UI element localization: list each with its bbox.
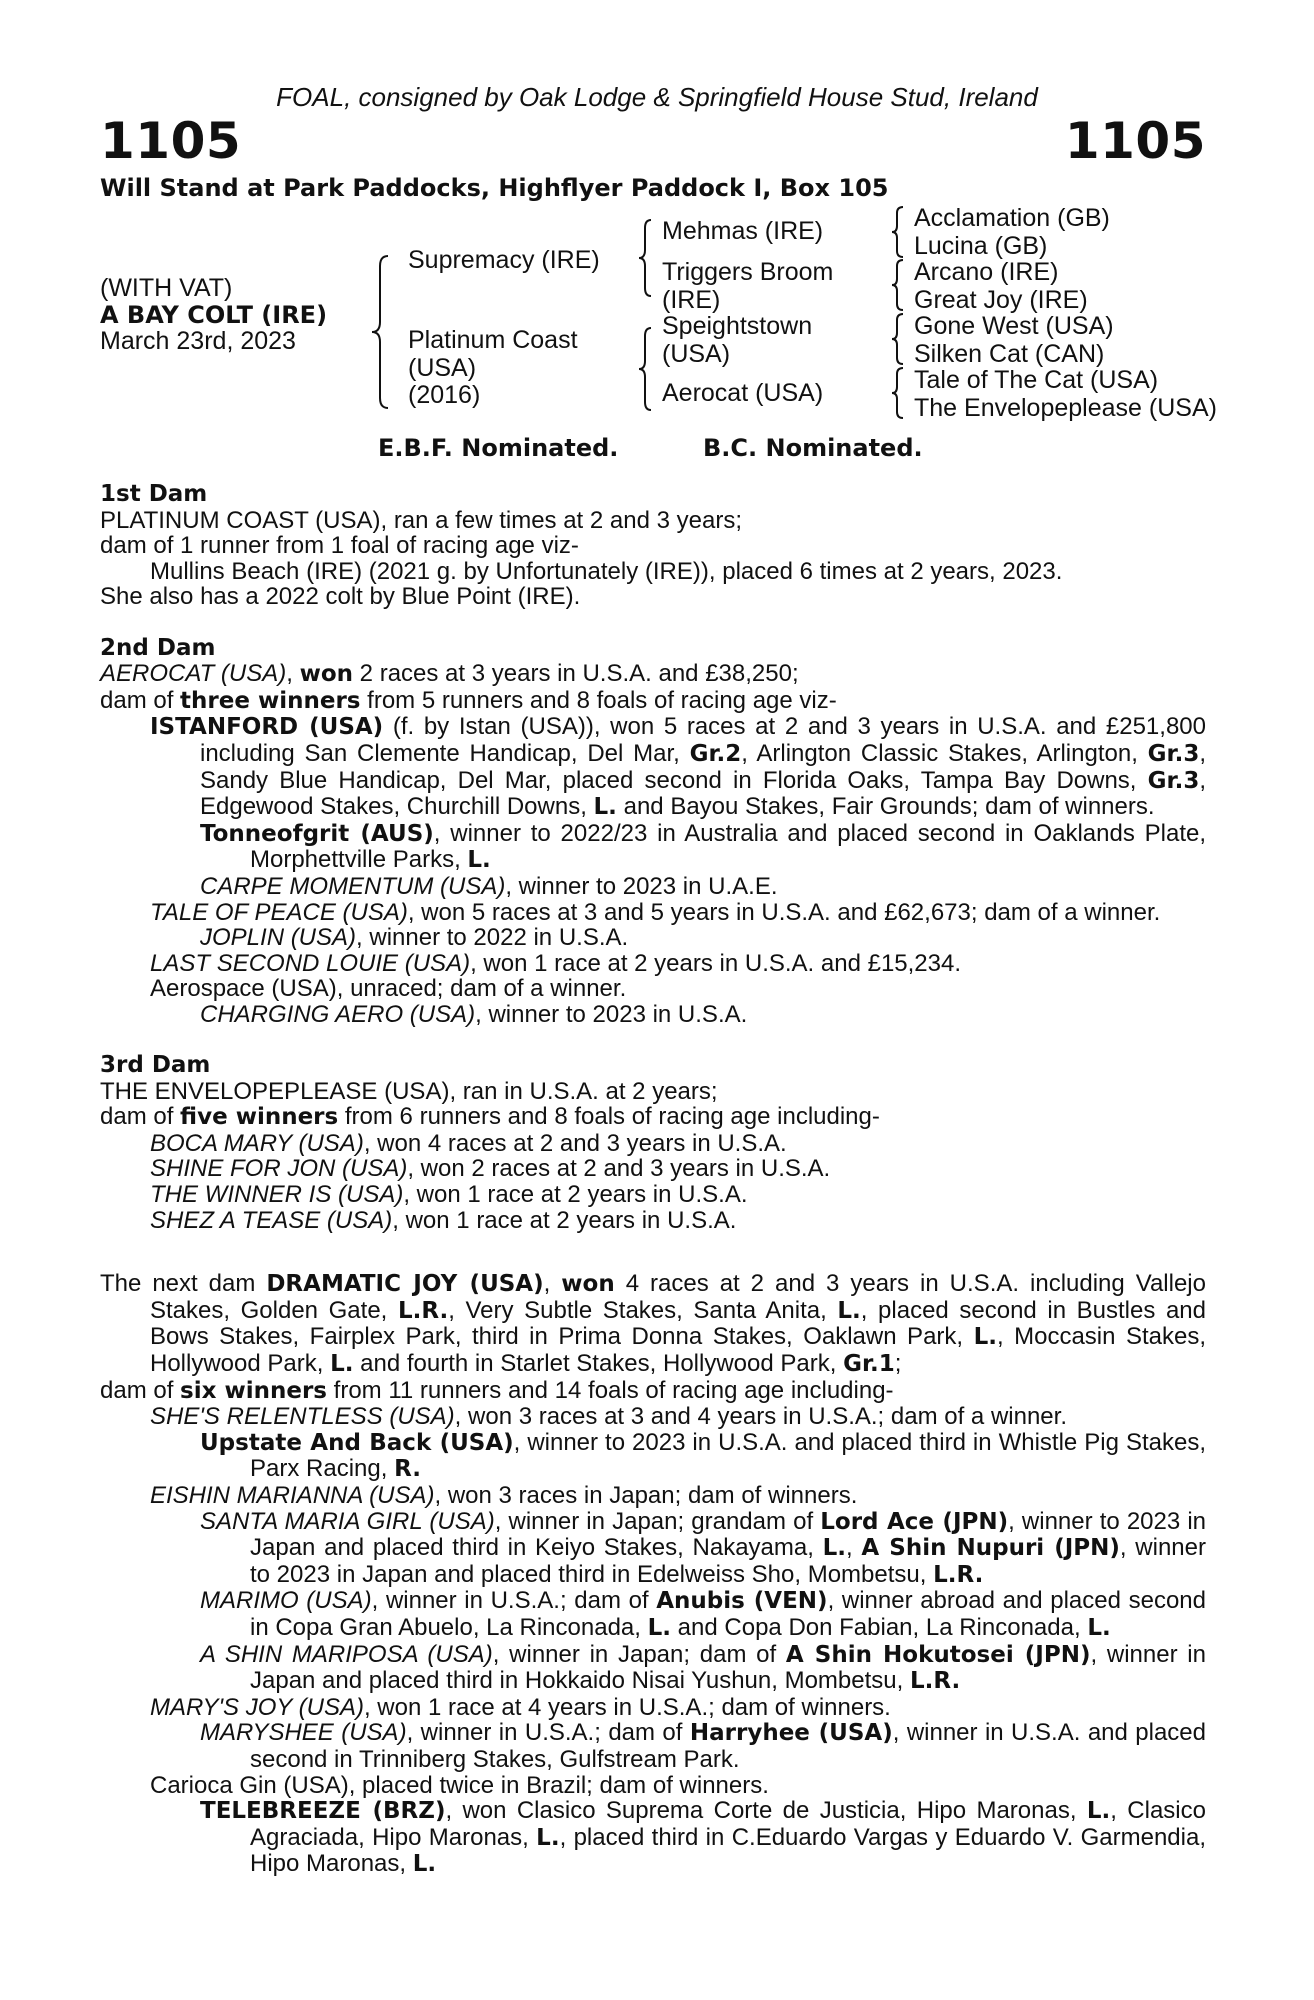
dam-line: dam of six winners from 11 runners and 14 foals of racing age including- xyxy=(100,1376,894,1404)
brace-dam xyxy=(636,326,654,412)
g-great-joy: Great Joy (IRE) xyxy=(914,286,1088,314)
dam-line: dam of 1 runner from 1 foal of racing age viz- xyxy=(100,532,579,560)
g-the-envelopeplease: The Envelopeplease (USA) xyxy=(914,394,1217,422)
g-tale-of-the-cat: Tale of The Cat (USA) xyxy=(914,366,1159,394)
vat-note: (WITH VAT) xyxy=(100,274,233,302)
progeny-entry: Carioca Gin (USA), placed twice in Brazil; dam of winners. xyxy=(150,1771,769,1799)
progeny-entry: JOPLIN (USA), winner to 2022 in U.S.A. xyxy=(200,924,629,952)
lot-number-left: 1105 xyxy=(100,112,242,170)
sire: Supremacy (IRE) xyxy=(408,246,600,274)
section-heading: 3rd Dam xyxy=(100,1052,211,1079)
first-dam-section xyxy=(100,482,1206,610)
sire-dam-line-2: (IRE) xyxy=(662,286,721,314)
progeny-entry: MARY'S JOY (USA), won 1 race at 4 years in U.S.A.; dam of winners. xyxy=(150,1693,891,1721)
second-dam-section xyxy=(100,636,1206,1028)
brace-sire xyxy=(636,218,654,298)
progeny-entry: TELEBREEZE (BRZ), won Clasico Suprema Corte de Justicia, Hipo Maronas, L., Clasico Agraciada, Hipo Maronas, L., placed third in C.Eduardo Vargas y Eduardo V. Garmendia, Hipo Maronas, L. xyxy=(200,1797,1206,1878)
progeny-entry: ISTANFORD (USA) (f. by Istan (USA)), won 5 races at 2 and 3 years in U.S.A. and £251,800 including San Clemente Handicap, Del Mar, Gr.2, Arlington Classic Stakes, Arlington, Gr.3, Sandy Blue Handicap, Del Mar, placed second in Florida Oaks, Tampa Bay Downs, Gr.3, Edgewood Stakes, Churchill Downs, L. and Bayou Stakes, Fair Grounds; dam of winners. xyxy=(150,713,1206,821)
progeny-entry: MARYSHEE (USA), winner in U.S.A.; dam of Harryhee (USA), winner in U.S.A. and placed second in Trinniberg Stakes, Gulfstream Park. xyxy=(200,1719,1207,1773)
ebf-nomination: E.B.F. Nominated. xyxy=(378,434,619,462)
dam-line-3: (2016) xyxy=(408,381,481,409)
progeny-entry: SHEZ A TEASE (USA), won 1 race at 2 years in U.S.A. xyxy=(150,1206,737,1234)
g-arcano: Arcano (IRE) xyxy=(914,258,1059,286)
progeny-line: Mullins Beach (IRE) (2021 g. by Unfortunately (IRE)), placed 6 times at 2 years, 2023. xyxy=(150,557,1063,585)
third-dam-section xyxy=(100,1053,1206,1233)
progeny-entry: CARPE MOMENTUM (USA), winner to 2023 in U.A.E. xyxy=(200,872,778,900)
lot-number-right: 1105 xyxy=(1064,112,1206,170)
progeny-entry: TALE OF PEACE (USA), won 5 races at 3 and 5 years in U.S.A. and £62,673; dam of a winner. xyxy=(150,898,1161,926)
dam-sire-line-2: (USA) xyxy=(662,340,731,368)
brace-g78 xyxy=(890,366,906,420)
foaling-date: March 23rd, 2023 xyxy=(100,327,296,355)
next-dam-entry: The next dam DRAMATIC JOY (USA), won 4 races at 2 and 3 years in U.S.A. including Vallejo Stakes, Golden Gate, L.R., Very Subtle Stakes, Santa Anita, L., placed second in Bustles and Bows Stakes, Fairplex Park, third in Prima Donna Stakes, Oaklawn Park, L., Moccasin Stakes, Hollywood Park, L. and fourth in Starlet Stakes, Hollywood Park, Gr.1; xyxy=(100,1270,1206,1377)
dam-line: THE ENVELOPEPLEASE (USA), ran in U.S.A. at 2 years; xyxy=(100,1077,718,1105)
consignment-line: FOAL, consigned by Oak Lodge & Springfield House Stud, Ireland xyxy=(276,82,1038,112)
horse-name: A BAY COLT (IRE) xyxy=(100,301,328,329)
brace-gen1 xyxy=(368,254,392,410)
next-dam-section xyxy=(100,1271,1206,1878)
dam-line: dam of five winners from 6 runners and 8 foals of racing age including- xyxy=(100,1103,880,1131)
dam-line: AEROCAT (USA), won 2 races at 3 years in U.S.A. and £38,250; xyxy=(100,660,799,688)
progeny-entry: SHE'S RELENTLESS (USA), won 3 races at 3 and 4 years in U.S.A.; dam of a winner. xyxy=(150,1403,1067,1431)
dam-sire-line-1: Speightstown xyxy=(662,312,813,340)
brace-g34 xyxy=(890,258,906,312)
stand-location: Will Stand at Park Paddocks, Highflyer Paddock I, Box 105 xyxy=(100,174,889,202)
progeny-entry: EISHIN MARIANNA (USA), won 3 races in Japan; dam of winners. xyxy=(150,1481,858,1509)
brace-g56 xyxy=(890,312,906,366)
progeny-entry: LAST SECOND LOUIE (USA), won 1 race at 2 years in U.S.A. and £15,234. xyxy=(150,949,962,977)
progeny-entry: Aerospace (USA), unraced; dam of a winner. xyxy=(150,975,627,1003)
bc-nomination: B.C. Nominated. xyxy=(703,434,923,462)
progeny-entry: SANTA MARIA GIRL (USA), winner in Japan; grandam of Lord Ace (JPN), winner to 2023 in Japan and placed third in Keiyo Stakes, Nakayama, L., A Shin Nupuri (JPN), winner to 2023 in Japan and placed third in Edelweiss Sho, Mombetsu, L.R. xyxy=(200,1507,1207,1588)
catalogue-body xyxy=(100,482,1206,1878)
dam-line: PLATINUM COAST (USA), ran a few times at 2 and 3 years; xyxy=(100,506,742,534)
progeny-entry: THE WINNER IS (USA), won 1 race at 2 years in U.S.A. xyxy=(150,1181,748,1209)
progeny-entry: BOCA MARY (USA), won 4 races at 2 and 3 years in U.S.A. xyxy=(150,1129,787,1157)
progeny-entry: A SHIN MARIPOSA (USA), winner in Japan; dam of A Shin Hokutosei (JPN), winner in Japan and placed third in Hokkaido Nisai Yushun, Mombetsu, L.R. xyxy=(200,1640,1206,1695)
g-silken-cat: Silken Cat (CAN) xyxy=(914,340,1105,368)
dam-dam: Aerocat (USA) xyxy=(662,379,824,407)
brace-g12 xyxy=(890,205,906,259)
g-gone-west: Gone West (USA) xyxy=(914,312,1114,340)
progeny-entry: CHARGING AERO (USA), winner to 2023 in U.S.A. xyxy=(200,1000,748,1028)
progeny-entry: Upstate And Back (USA), winner to 2023 in U.S.A. and placed third in Whistle Pig Stakes, Parx Racing, R. xyxy=(200,1428,1207,1483)
progeny-entry: SHINE FOR JON (USA), won 2 races at 2 and 3 years in U.S.A. xyxy=(150,1155,831,1183)
dam-line: She also has a 2022 colt by Blue Point (IRE). xyxy=(100,583,581,611)
sire-sire: Mehmas (IRE) xyxy=(662,217,824,245)
section-heading: 1st Dam xyxy=(100,481,208,507)
sire-dam-line-1: Triggers Broom xyxy=(662,258,834,286)
dam-line-2: (USA) xyxy=(408,354,477,382)
progeny-entry: Tonneofgrit (AUS), winner to 2022/23 in Australia and placed second in Oaklands Plate, Morphettville Parks, L. xyxy=(200,819,1207,874)
section-heading: 2nd Dam xyxy=(100,634,216,661)
dam-line: dam of three winners from 5 runners and 8 foals of racing age viz- xyxy=(100,686,837,714)
dam-line-1: Platinum Coast xyxy=(408,326,578,354)
progeny-entry: MARIMO (USA), winner in U.S.A.; dam of Anubis (VEN), winner abroad and placed second in Copa Gran Abuelo, La Rinconada, L. and Copa Don Fabian, La Rinconada, L. xyxy=(200,1587,1207,1641)
g-lucina: Lucina (GB) xyxy=(914,232,1048,260)
g-acclamation: Acclamation (GB) xyxy=(914,204,1110,232)
